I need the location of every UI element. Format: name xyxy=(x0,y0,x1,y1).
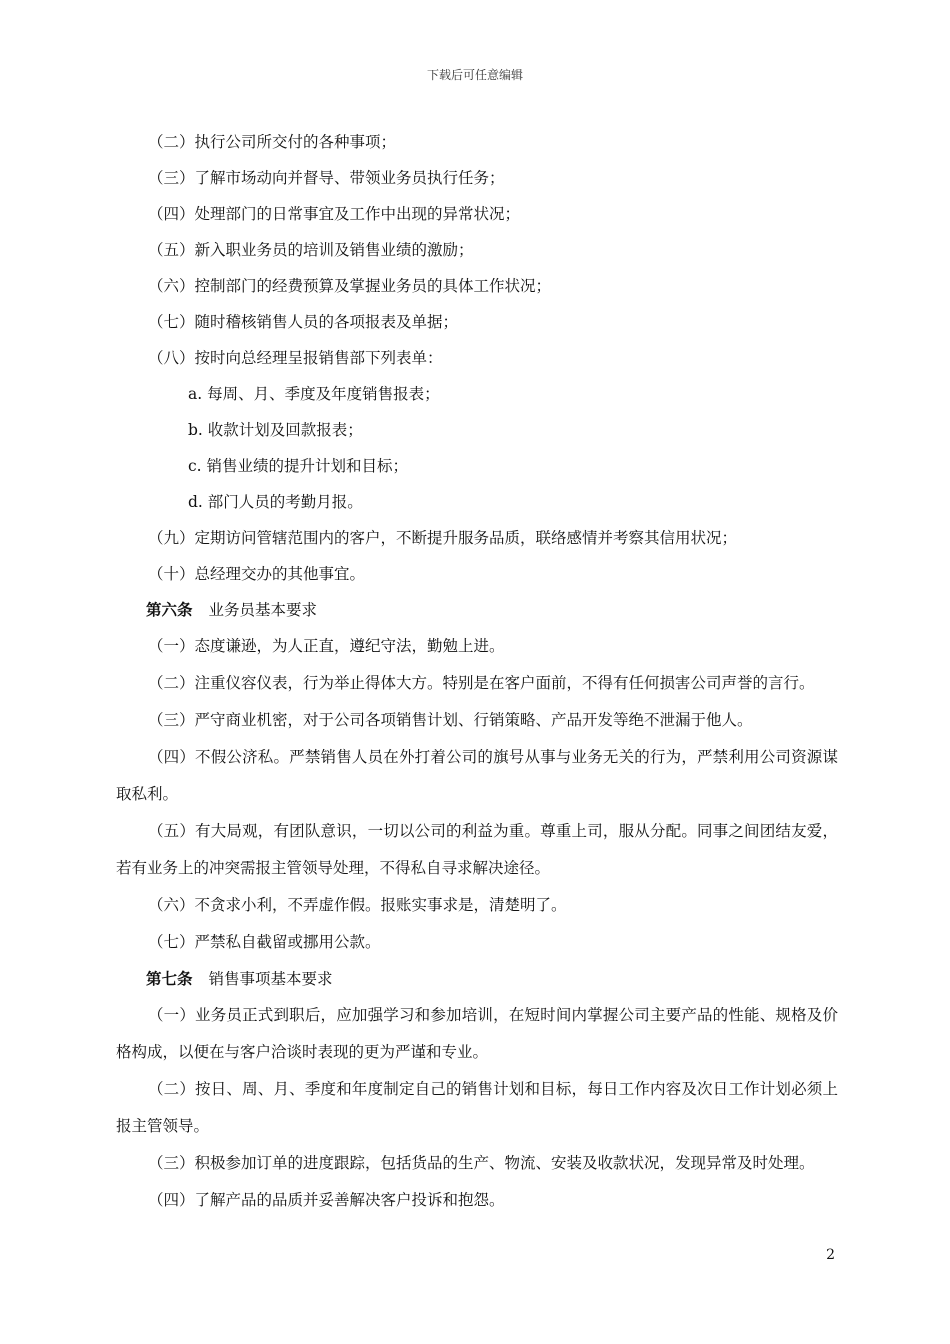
article-6-number: 第六条 xyxy=(146,600,193,619)
article-7-item: （三）积极参加订单的进度跟踪，包括货品的生产、物流、安装及收款状况，发现异常及时处理。 xyxy=(148,1154,815,1172)
article-6-item: （三）严守商业机密，对于公司各项销售计划、行销策略、产品开发等绝不泄漏于他人。 xyxy=(148,711,753,729)
article-6-item: （五）有大局观，有团队意识，一切以公司的利益为重。尊重上司，服从分配。同事之间团结友爱，若有业务上的冲突需报主管领导处理，不得私自寻求解决途径。 xyxy=(116,822,838,877)
duty-item: （二）执行公司所交付的各种事项； xyxy=(148,133,397,151)
duty-item: （十）总经理交办的其他事宜。 xyxy=(148,565,366,583)
page-header: 下载后可任意编辑 xyxy=(426,68,523,82)
report-sub-item: d. 部门人员的考勤月报。 xyxy=(188,493,363,511)
article-6-heading xyxy=(116,592,838,628)
article-7-item: （二）按日、周、月、季度和年度制定自己的销售计划和目标，每日工作内容及次日工作计划必须上报主管领导。 xyxy=(116,1080,838,1135)
article-7-item: （一）业务员正式到职后，应加强学习和参加培训，在短时间内掌握公司主要产品的性能、规格及价格构成，以便在与客户洽谈时表现的更为严谨和专业。 xyxy=(116,1006,838,1061)
article-7-item: （四）了解产品的品质并妥善解决客户投诉和抱怨。 xyxy=(148,1191,505,1209)
report-sub-item: c. 销售业绩的提升计划和目标； xyxy=(188,457,409,475)
article-6-item: （一）态度谦逊，为人正直，遵纪守法，勤勉上进。 xyxy=(148,637,505,655)
article-7-number: 第七条 xyxy=(146,969,193,988)
duty-item: （四）处理部门的日常事宜及工作中出现的异常状况； xyxy=(148,205,521,223)
duty-item: （九）定期访问管辖范围内的客户，不断提升服务品质，联络感情并考察其信用状况； xyxy=(148,529,738,547)
report-sub-item: b. 收款计划及回款报表； xyxy=(188,421,363,439)
report-sub-item: a. 每周、月、季度及年度销售报表； xyxy=(188,385,440,403)
article-7-heading xyxy=(116,961,838,997)
article-6-item: （七）严禁私自截留或挪用公款。 xyxy=(148,933,381,951)
duty-item: （八）按时向总经理呈报销售部下列表单： xyxy=(148,349,443,367)
article-7-title: 销售事项基本要求 xyxy=(208,970,333,988)
document-body xyxy=(116,124,838,1219)
article-6-title: 业务员基本要求 xyxy=(208,601,318,619)
duty-item: （三）了解市场动向并督导、带领业务员执行任务； xyxy=(148,169,505,187)
duty-item: （五）新入职业务员的培训及销售业绩的激励； xyxy=(148,241,474,259)
duty-item: （七）随时稽核销售人员的各项报表及单据； xyxy=(148,313,459,331)
duty-item: （六）控制部门的经费预算及掌握业务员的具体工作状况； xyxy=(148,277,552,295)
article-6-item: （四）不假公济私。严禁销售人员在外打着公司的旗号从事与业务无关的行为，严禁利用公司资源谋取私利。 xyxy=(116,748,838,803)
article-6-item: （二）注重仪容仪表，行为举止得体大方。特别是在客户面前，不得有任何损害公司声誉的言行。 xyxy=(148,674,815,692)
page-number: 2 xyxy=(826,1247,835,1263)
article-6-item: （六）不贪求小利，不弄虚作假。报账实事求是，清楚明了。 xyxy=(148,896,567,914)
